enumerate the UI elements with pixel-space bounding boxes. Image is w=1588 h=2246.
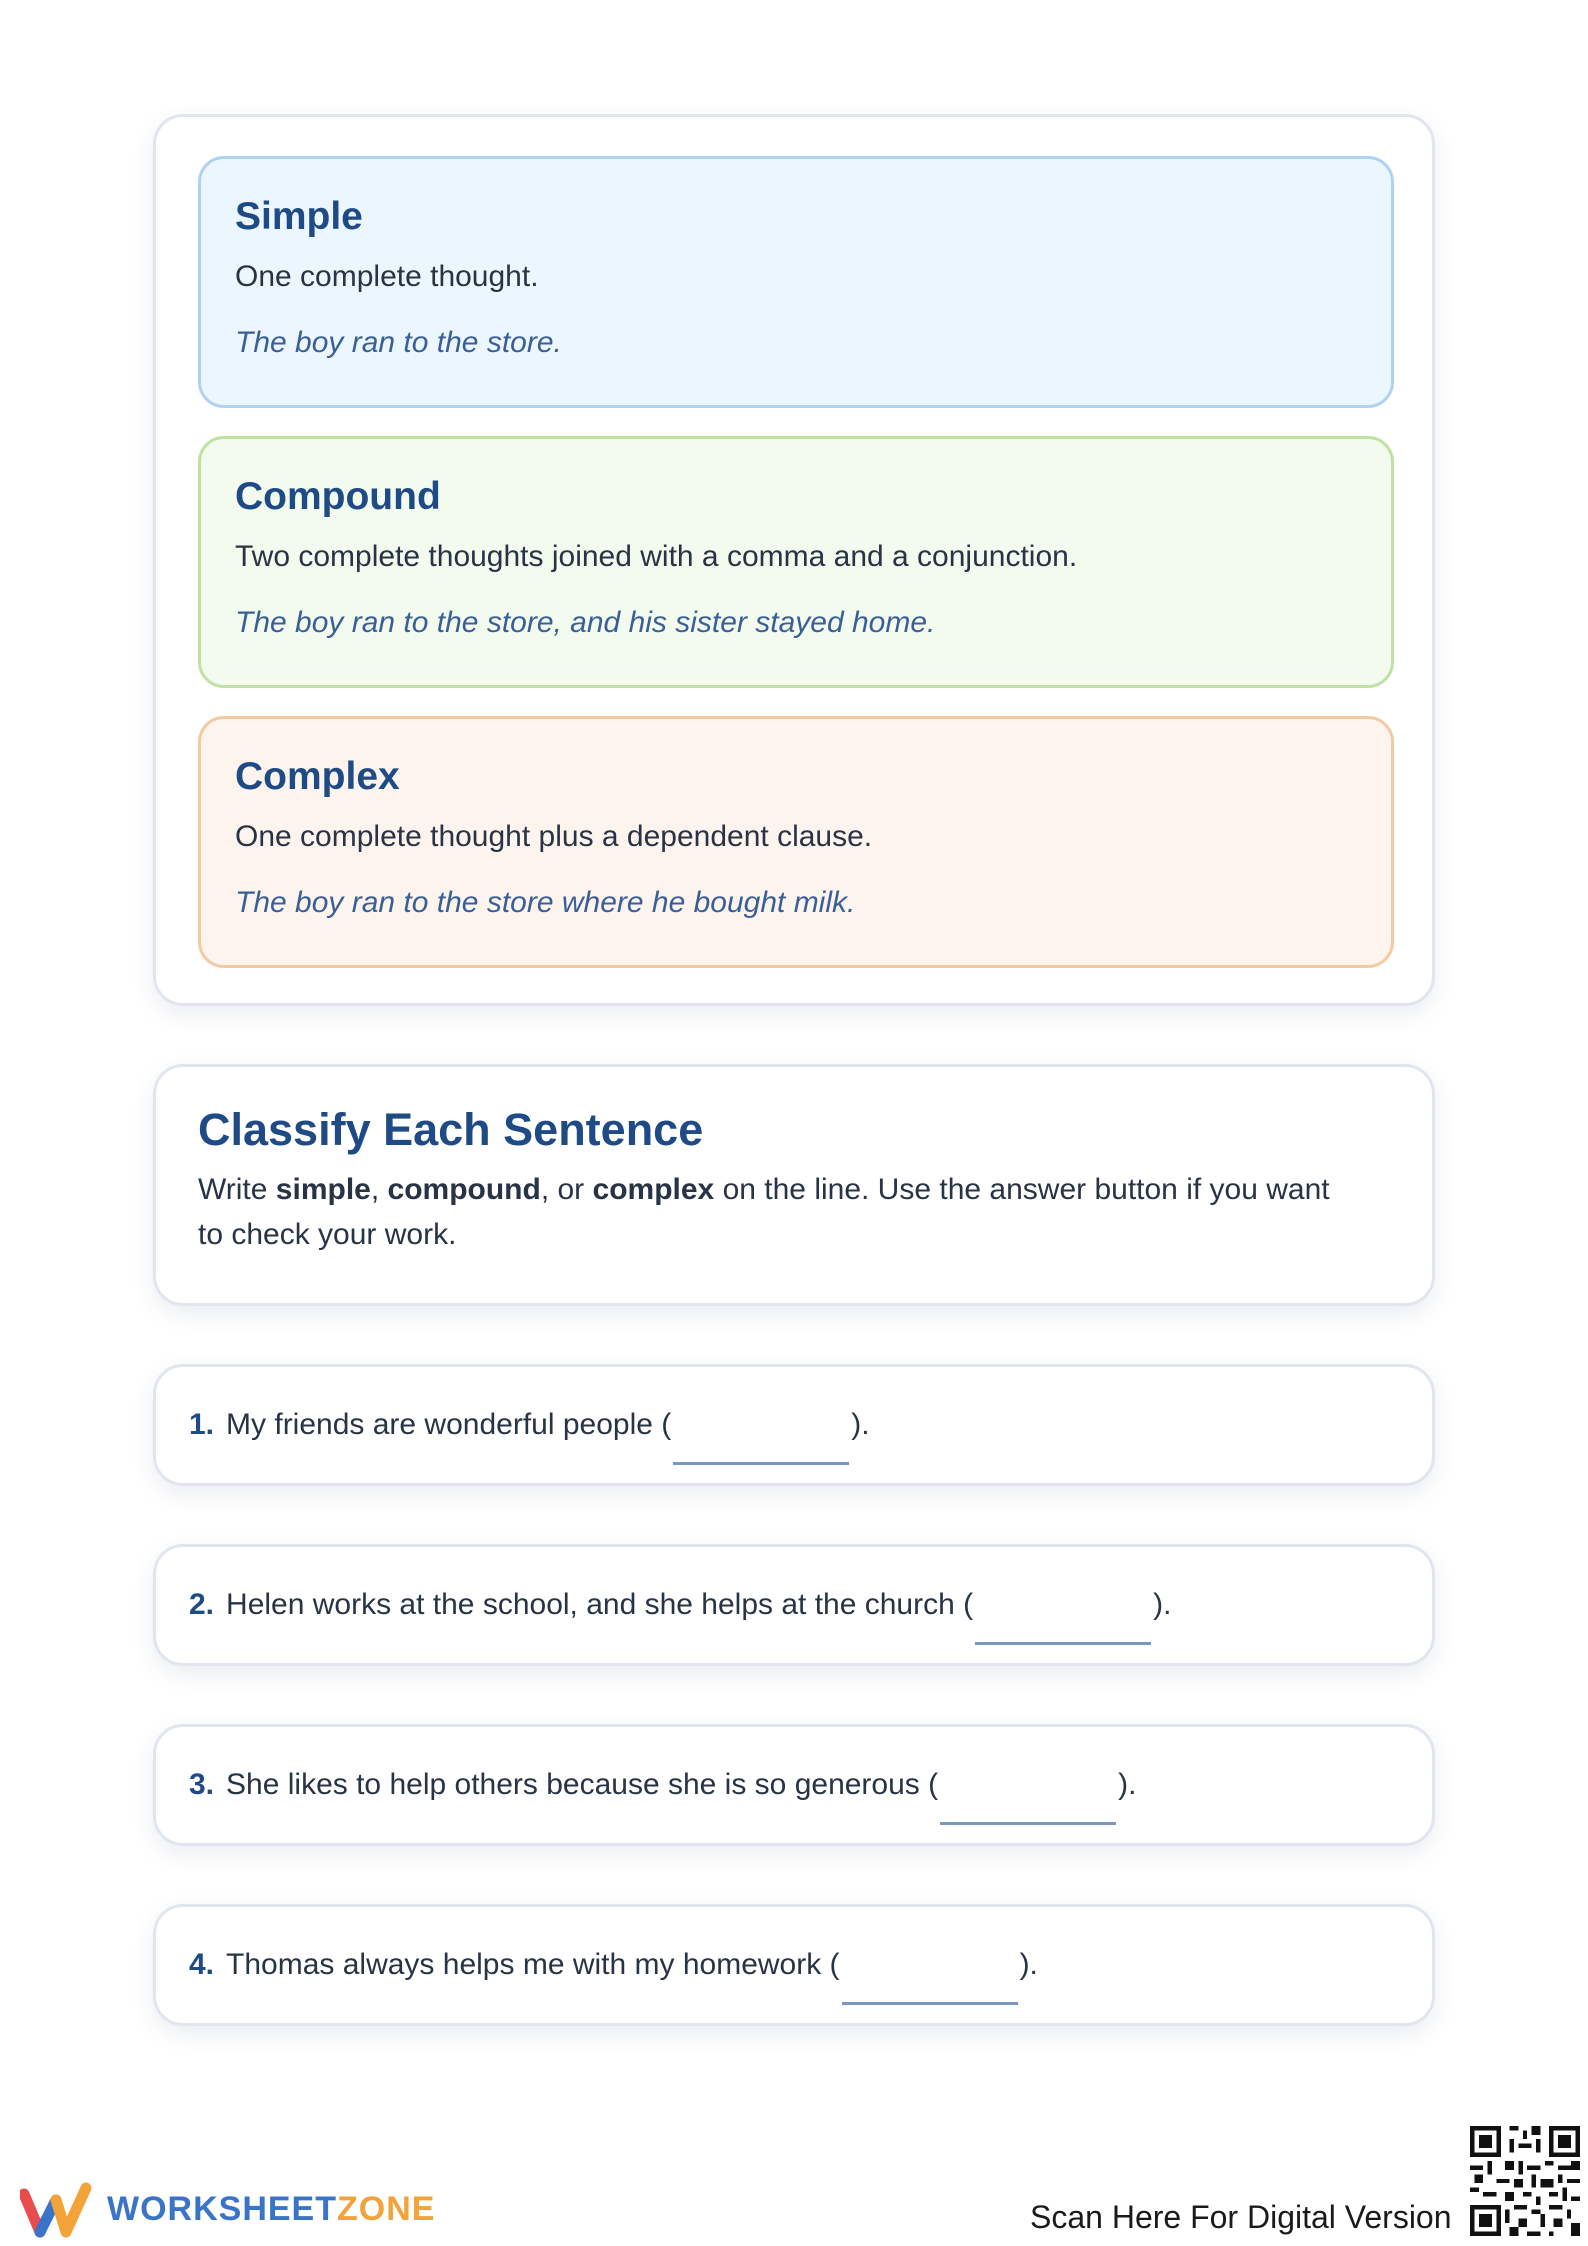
question-card-3 <box>153 1724 1435 1846</box>
question-number: 2. <box>189 1588 215 1621</box>
qr-code-icon[interactable] <box>1470 2126 1580 2236</box>
complex-type-box <box>198 716 1394 968</box>
question-text: Thomas always helps me with my homework ( <box>226 1948 840 1981</box>
complex-description: One complete thought plus a dependent clause. <box>235 820 873 853</box>
question-card-1 <box>153 1364 1435 1486</box>
question-number: 3. <box>189 1768 215 1801</box>
question-close: ). <box>1118 1768 1137 1801</box>
answer-blank-1[interactable] <box>673 1429 849 1465</box>
section-title: Classify Each Sentence <box>198 1104 704 1155</box>
sentence-types-card <box>153 114 1435 1006</box>
question-card-4 <box>153 1904 1435 2026</box>
simple-title: Simple <box>235 195 363 238</box>
instructions-text <box>198 1167 1358 1257</box>
keyword-complex: complex <box>592 1173 715 1206</box>
compound-title: Compound <box>235 475 441 518</box>
compound-type-box <box>198 436 1394 688</box>
answer-blank-4[interactable] <box>842 1969 1018 2005</box>
answer-blank-3[interactable] <box>940 1789 1116 1825</box>
instructions-part: Write <box>198 1173 276 1206</box>
brand-name-part: WORKSHEET <box>107 2190 337 2228</box>
instructions-card <box>153 1064 1435 1306</box>
question-number: 1. <box>189 1408 215 1441</box>
brand-name <box>107 2184 435 2234</box>
question-card-2 <box>153 1544 1435 1666</box>
compound-example: The boy ran to the store, and his sister stayed home. <box>235 606 936 639</box>
answer-blank-2[interactable] <box>975 1609 1151 1645</box>
scan-caption: Scan Here For Digital Version <box>1030 2199 1452 2235</box>
question-number: 4. <box>189 1948 215 1981</box>
complex-title: Complex <box>235 755 400 798</box>
keyword-compound: compound <box>387 1173 541 1206</box>
simple-description: One complete thought. <box>235 260 539 293</box>
brand-name-part: ZONE <box>337 2190 436 2228</box>
question-close: ). <box>1019 1948 1038 1981</box>
question-close: ). <box>1153 1588 1172 1621</box>
question-text: She likes to help others because she is so generous ( <box>226 1768 939 1801</box>
simple-type-box <box>198 156 1394 408</box>
instructions-separator: , or <box>540 1173 593 1206</box>
keyword-simple: simple <box>275 1173 371 1206</box>
question-close: ). <box>851 1408 870 1441</box>
question-text: Helen works at the school, and she helps at the church ( <box>226 1588 974 1621</box>
question-text: My friends are wonderful people ( <box>226 1408 672 1441</box>
simple-example: The boy ran to the store. <box>235 326 562 359</box>
worksheetzone-logo-icon <box>20 2180 94 2240</box>
compound-description: Two complete thoughts joined with a comma and a conjunction. <box>235 540 1078 573</box>
complex-example: The boy ran to the store where he bought milk. <box>235 886 856 919</box>
instructions-separator: , <box>370 1173 388 1206</box>
instructions-part: on the line. Use the answer button if you want to check your work. <box>198 1173 1330 1251</box>
